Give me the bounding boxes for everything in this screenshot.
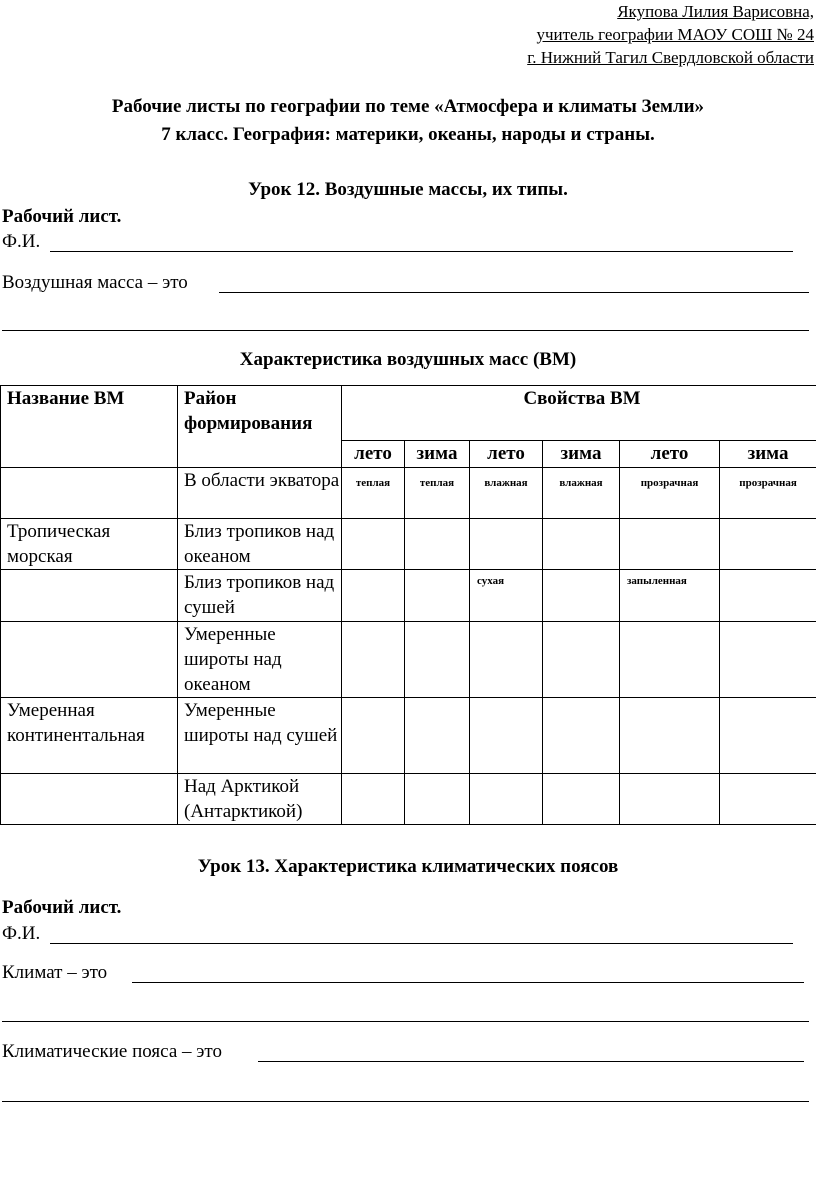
lesson13-worksheet-label: Рабочий лист. xyxy=(2,897,122,918)
season-header: зима xyxy=(405,441,470,468)
header-properties-cell: Свойства ВМ xyxy=(342,386,816,441)
climate-belts-definition-line[interactable] xyxy=(258,1061,804,1062)
season-header: лето xyxy=(620,441,720,468)
air-mass-definition-label: Воздушная масса – это xyxy=(2,272,188,293)
property-cell[interactable] xyxy=(470,519,543,570)
property-cell[interactable] xyxy=(543,519,620,570)
property-cell[interactable] xyxy=(720,774,816,825)
property-cell[interactable] xyxy=(470,622,543,698)
lesson13-heading: Урок 13. Характеристика климатических поясов xyxy=(197,856,619,877)
lesson12-worksheet-label: Рабочий лист. xyxy=(2,206,122,227)
lesson13-name-label: Ф.И. xyxy=(2,923,41,944)
season-header: лето xyxy=(342,441,405,468)
property-cell[interactable] xyxy=(720,698,816,774)
document-subtitle: 7 класс. География: материки, океаны, народы и страны. xyxy=(161,124,655,145)
air-mass-table xyxy=(0,385,816,825)
air-mass-name-cell: Тропическая морская xyxy=(1,519,178,570)
property-cell[interactable] xyxy=(720,519,816,570)
region-cell: Умеренные широты над сушей xyxy=(178,698,342,774)
air-mass-name-cell[interactable] xyxy=(1,570,178,622)
air-mass-name-cell[interactable] xyxy=(1,622,178,698)
season-header: лето xyxy=(470,441,543,468)
climate-belts-definition-label: Климатические пояса – это xyxy=(2,1041,222,1062)
header-name-cell: Название ВМ xyxy=(1,386,178,468)
property-cell[interactable] xyxy=(342,698,405,774)
region-cell: Над Арктикой (Антарктикой) xyxy=(178,774,342,825)
lesson12-heading: Урок 12. Воздушные массы, их типы. xyxy=(248,179,568,200)
document-title: Рабочие листы по географии по теме «Атмосфера и климаты Земли» xyxy=(111,96,705,117)
property-cell[interactable] xyxy=(543,622,620,698)
climate-definition-line[interactable] xyxy=(132,982,804,983)
author-position: учитель географии МАОУ СОШ № 24 xyxy=(536,25,814,44)
author-name: Якупова Лилия Варисовна, xyxy=(617,2,814,21)
region-cell: Близ тропиков над океаном xyxy=(178,519,342,570)
property-cell[interactable] xyxy=(405,570,470,622)
property-cell: прозрачная xyxy=(720,468,816,519)
air-mass-name-cell[interactable] xyxy=(1,774,178,825)
property-cell: влажная xyxy=(543,468,620,519)
property-cell[interactable] xyxy=(720,622,816,698)
property-cell[interactable] xyxy=(342,622,405,698)
property-cell: сухая xyxy=(470,570,543,622)
table-row xyxy=(1,519,816,570)
air-mass-definition-line[interactable] xyxy=(219,292,809,293)
season-header: зима xyxy=(543,441,620,468)
region-cell: Умеренные широты над океаном xyxy=(178,622,342,698)
climate-belts-definition-line-2[interactable] xyxy=(2,1101,809,1102)
region-cell: В области экватора xyxy=(178,468,342,519)
climate-definition-label: Климат – это xyxy=(2,962,108,983)
property-cell[interactable] xyxy=(405,622,470,698)
property-cell[interactable] xyxy=(342,570,405,622)
lesson12-name-line[interactable] xyxy=(50,251,793,252)
table-row xyxy=(1,698,816,774)
property-cell: теплая xyxy=(405,468,470,519)
property-cell: запыленная xyxy=(620,570,720,622)
season-header: зима xyxy=(720,441,816,468)
air-mass-definition-line-2[interactable] xyxy=(2,330,809,331)
author-location: г. Нижний Тагил Свердловской области xyxy=(527,48,814,67)
region-cell: Близ тропиков над сушей xyxy=(178,570,342,622)
table-row xyxy=(1,774,816,825)
property-cell[interactable] xyxy=(720,570,816,622)
air-mass-table-title: Характеристика воздушных масс (ВМ) xyxy=(239,349,577,370)
property-cell: влажная xyxy=(470,468,543,519)
air-mass-name-cell[interactable] xyxy=(1,468,178,519)
property-cell[interactable] xyxy=(470,698,543,774)
table-row xyxy=(1,622,816,698)
property-cell[interactable] xyxy=(620,519,720,570)
property-cell[interactable] xyxy=(405,519,470,570)
air-mass-name-cell: Умеренная континентальная xyxy=(1,698,178,774)
property-cell[interactable] xyxy=(543,570,620,622)
table-row xyxy=(1,468,816,519)
property-cell: прозрачная xyxy=(620,468,720,519)
property-cell: теплая xyxy=(342,468,405,519)
property-cell[interactable] xyxy=(620,774,720,825)
lesson13-name-line[interactable] xyxy=(50,943,793,944)
property-cell[interactable] xyxy=(342,774,405,825)
property-cell[interactable] xyxy=(405,698,470,774)
header-region-cell: Район формирования xyxy=(178,386,342,468)
property-cell[interactable] xyxy=(405,774,470,825)
property-cell[interactable] xyxy=(470,774,543,825)
table-row xyxy=(1,570,816,622)
lesson12-name-label: Ф.И. xyxy=(2,231,41,252)
climate-definition-line-2[interactable] xyxy=(2,1021,809,1022)
property-cell[interactable] xyxy=(620,622,720,698)
property-cell[interactable] xyxy=(543,774,620,825)
property-cell[interactable] xyxy=(620,698,720,774)
property-cell[interactable] xyxy=(543,698,620,774)
property-cell[interactable] xyxy=(342,519,405,570)
